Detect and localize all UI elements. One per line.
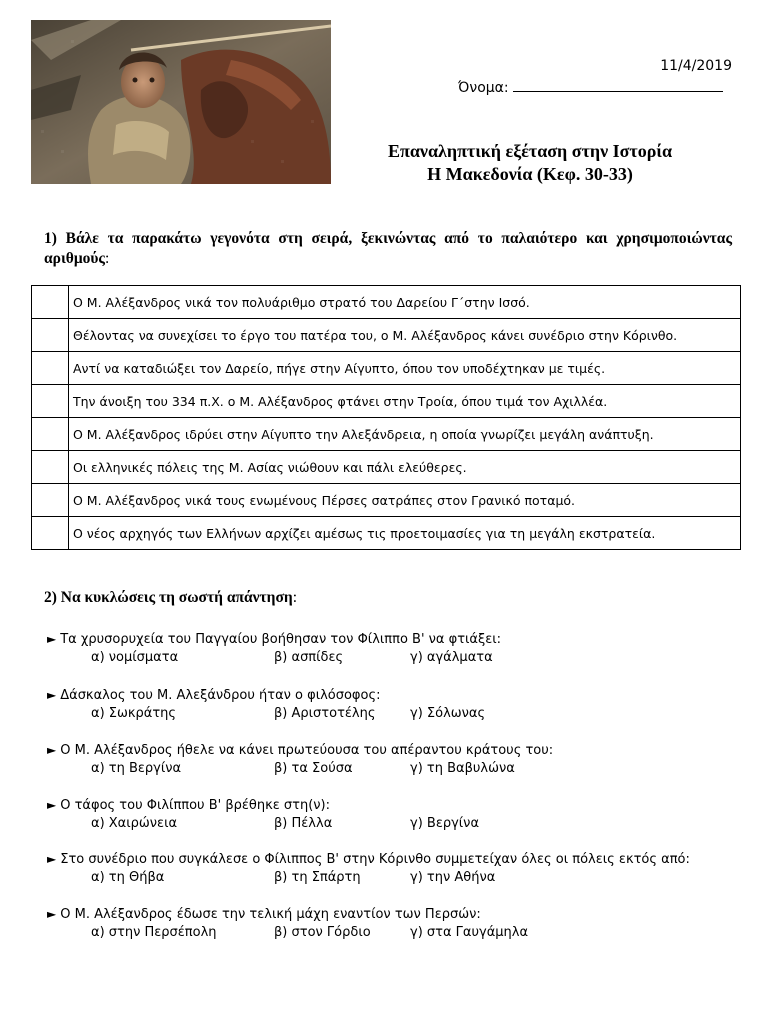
answer-option-b[interactable]: β) τη Σπάρτη xyxy=(274,870,361,885)
answer-option-a[interactable]: α) στην Περσέπολη xyxy=(91,925,217,940)
multiple-choice-question xyxy=(47,686,747,723)
exam-title xyxy=(330,140,730,186)
bullet-triangle-icon: ► xyxy=(47,632,57,646)
question-stem-text: Ο τάφος του Φιλίππου Β' βρέθηκε στη(ν): xyxy=(60,798,331,813)
ordering-row xyxy=(32,517,741,550)
question-1-instruction: Βάλε τα παρακάτω γεγονότα στη σειρά, ξεκινώντας από το παλαιότερο και χρησιμοποιώντας αριθμούς xyxy=(44,230,732,267)
answer-options xyxy=(47,649,747,667)
answer-option-a[interactable]: α) Χαιρώνεια xyxy=(91,816,178,831)
ordering-row xyxy=(32,484,741,517)
answer-option-a[interactable]: α) τη Θήβα xyxy=(91,870,165,885)
answer-option-b[interactable]: β) ασπίδες xyxy=(274,650,344,665)
answer-option-c[interactable]: γ) αγάλματα xyxy=(410,650,493,665)
answer-option-a[interactable]: α) Σωκράτης xyxy=(91,706,177,721)
question-2-colon: : xyxy=(292,589,298,606)
event-text: Ο νέος αρχηγός των Ελλήνων αρχίζει αμέσως τις προετοιμασίες για τη μεγάλη εκστρατεία. xyxy=(69,517,741,550)
question-stem-text: Ο Μ. Αλέξανδρος έδωσε την τελική μάχη εναντίον των Περσών: xyxy=(60,907,481,922)
question-stem xyxy=(47,741,747,760)
question-stem xyxy=(47,630,747,649)
order-number-box[interactable] xyxy=(32,517,69,550)
bullet-triangle-icon: ► xyxy=(47,688,57,702)
event-text: Θέλοντας να συνεχίσει το έργο του πατέρα του, ο Μ. Αλέξανδρος κάνει συνέδριο στην Κόρινθο. xyxy=(69,319,741,352)
question-2-title: 2) Να κυκλώσεις τη σωστή απάντηση xyxy=(44,589,293,606)
question-1-number: 1) xyxy=(44,230,57,247)
question-1-colon: : xyxy=(104,250,110,267)
answer-option-b[interactable]: β) Αριστοτέλης xyxy=(274,706,376,721)
answer-option-b[interactable]: β) τα Σούσα xyxy=(274,761,353,776)
answer-option-a[interactable]: α) τη Βεργίνα xyxy=(91,761,182,776)
answer-option-c[interactable]: γ) Βεργίνα xyxy=(410,816,480,831)
question-stem xyxy=(47,905,747,924)
event-text: Ο Μ. Αλέξανδρος ιδρύει στην Αίγυπτο την Αλεξάνδρεια, η οποία γνωρίζει μεγάλη ανάπτυξη. xyxy=(69,418,741,451)
title-line-2: Η Μακεδονία (Κεφ. 30-33) xyxy=(427,164,633,184)
question-stem xyxy=(47,850,747,869)
multiple-choice-question xyxy=(47,796,747,833)
question-stem-text: Στο συνέδριο που συγκάλεσε ο Φίλιππος Β' στην Κόρινθο συμμετείχαν όλες οι πόλεις εκτός από: xyxy=(60,852,690,867)
answer-options xyxy=(47,924,747,942)
title-line-1: Επαναληπτική εξέταση στην Ιστορία xyxy=(388,141,672,161)
question-stem-text: Ο Μ. Αλέξανδρος ήθελε να κάνει πρωτεύουσα του απέραντου κράτους του: xyxy=(60,743,554,758)
order-number-box[interactable] xyxy=(32,418,69,451)
question-stem-text: Τα χρυσορυχεία του Παγγαίου βοήθησαν τον Φίλιππο Β' να φτιάξει: xyxy=(60,632,502,647)
multiple-choice-question xyxy=(47,850,747,887)
alexander-mosaic-image xyxy=(31,20,331,184)
event-text: Οι ελληνικές πόλεις της Μ. Ασίας νιώθουν και πάλι ελεύθερες. xyxy=(69,451,741,484)
exam-date: 11/4/2019 xyxy=(660,58,732,74)
answer-option-c[interactable]: γ) στα Γαυγάμηλα xyxy=(410,925,529,940)
answer-option-c[interactable]: γ) Σόλωνας xyxy=(410,706,486,721)
bullet-triangle-icon: ► xyxy=(47,907,57,921)
order-number-box[interactable] xyxy=(32,385,69,418)
event-text: Ο Μ. Αλέξανδρος νικά τον πολυάριθμο στρατό του Δαρείου Γ΄στην Ισσό. xyxy=(69,286,741,319)
multiple-choice-question xyxy=(47,905,747,942)
ordering-row xyxy=(32,418,741,451)
bullet-triangle-icon: ► xyxy=(47,798,57,812)
multiple-choice-question xyxy=(47,630,747,667)
order-number-box[interactable] xyxy=(32,484,69,517)
ordering-row xyxy=(32,286,741,319)
question-2-heading xyxy=(44,589,297,607)
ordering-row xyxy=(32,319,741,352)
order-number-box[interactable] xyxy=(32,352,69,385)
question-1-heading xyxy=(44,229,732,269)
answer-option-b[interactable]: β) Πέλλα xyxy=(274,816,333,831)
event-text: Αντί να καταδιώξει τον Δαρείο, πήγε στην Αίγυπτο, όπου τον υποδέχτηκαν με τιμές. xyxy=(69,352,741,385)
question-stem-text: Δάσκαλος του Μ. Αλεξάνδρου ήταν ο φιλόσοφος: xyxy=(60,688,381,703)
ordering-row xyxy=(32,352,741,385)
order-number-box[interactable] xyxy=(32,451,69,484)
ordering-row xyxy=(32,385,741,418)
bullet-triangle-icon: ► xyxy=(47,743,57,757)
answer-options xyxy=(47,869,747,887)
ordering-row xyxy=(32,451,741,484)
ordering-table xyxy=(31,285,741,550)
event-text: Ο Μ. Αλέξανδρος νικά τους ενωμένους Πέρσες σατράπες στον Γρανικό ποταμό. xyxy=(69,484,741,517)
answer-option-c[interactable]: γ) την Αθήνα xyxy=(410,870,496,885)
answer-option-a[interactable]: α) νομίσματα xyxy=(91,650,179,665)
answer-options xyxy=(47,760,747,778)
student-name-field[interactable] xyxy=(458,78,723,96)
order-number-box[interactable] xyxy=(32,286,69,319)
bullet-triangle-icon: ► xyxy=(47,852,57,866)
event-text: Την άνοιξη του 334 π.Χ. ο Μ. Αλέξανδρος φτάνει στην Τροία, όπου τιμά τον Αχιλλέα. xyxy=(69,385,741,418)
name-blank-line[interactable] xyxy=(513,78,723,92)
answer-option-c[interactable]: γ) τη Βαβυλώνα xyxy=(410,761,515,776)
multiple-choice-question xyxy=(47,741,747,778)
order-number-box[interactable] xyxy=(32,319,69,352)
name-label: Όνομα: xyxy=(458,80,509,96)
question-stem xyxy=(47,796,747,815)
answer-option-b[interactable]: β) στον Γόρδιο xyxy=(274,925,371,940)
answer-options xyxy=(47,815,747,833)
answer-options xyxy=(47,705,747,723)
question-stem xyxy=(47,686,747,705)
